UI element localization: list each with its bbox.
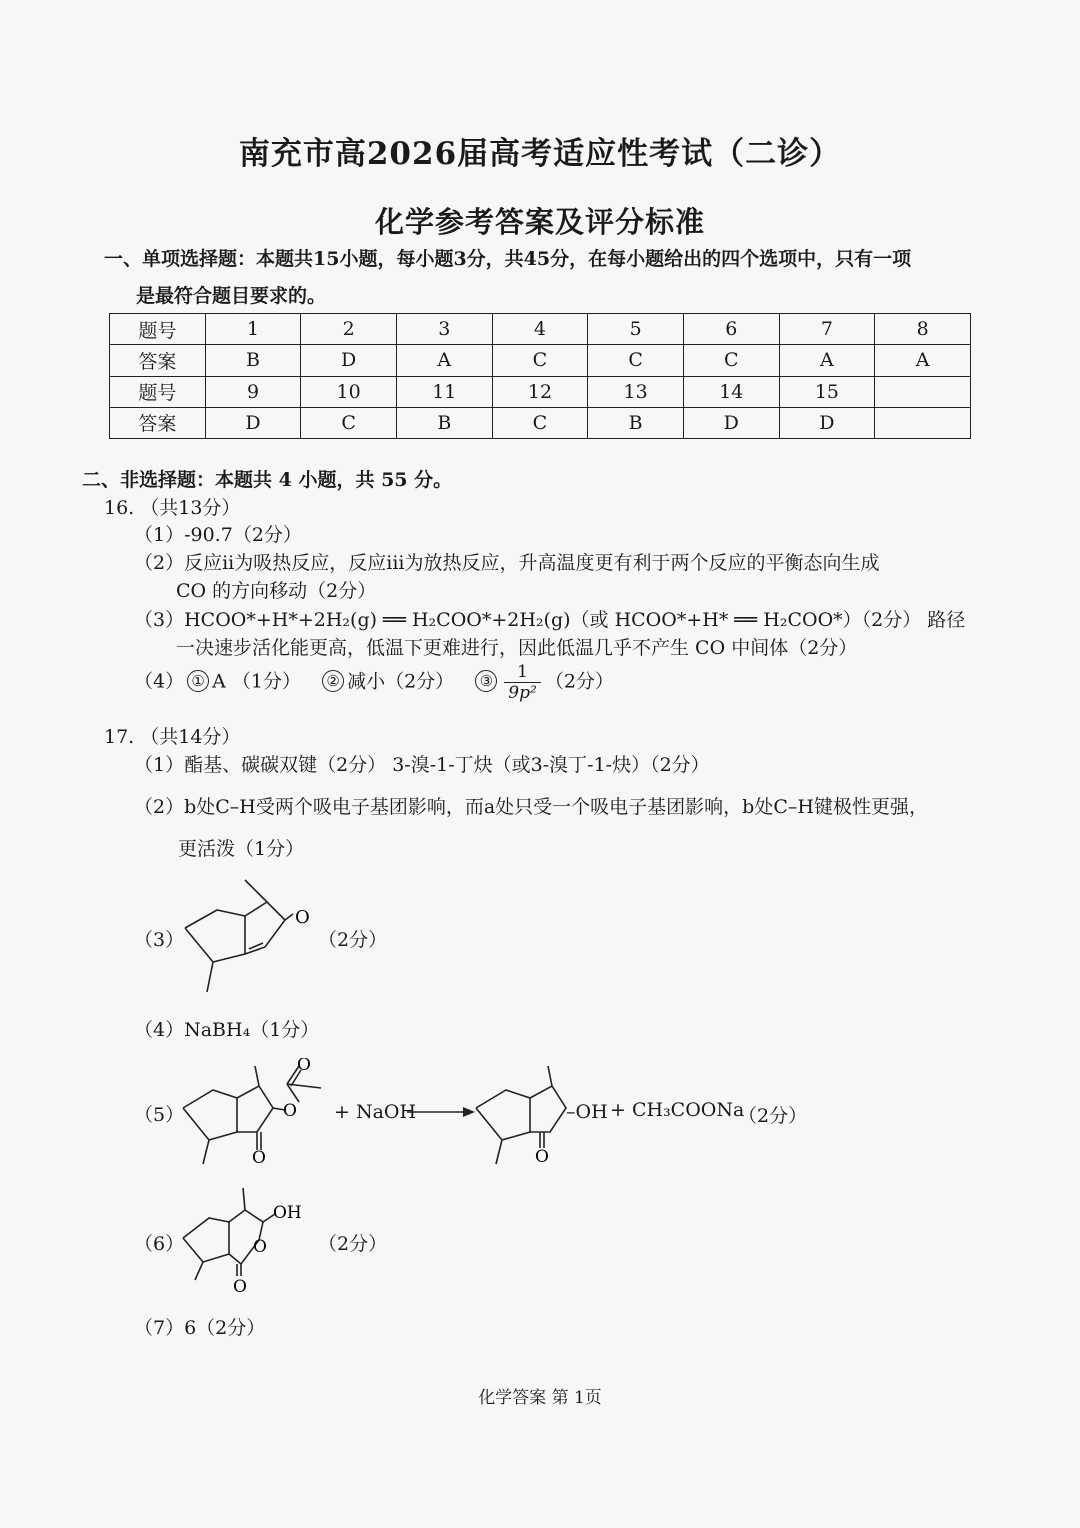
q16-title: 16. （共13分）	[104, 497, 241, 519]
table-cell: 5	[588, 314, 684, 345]
fraction-numerator: 1	[504, 662, 541, 683]
structure-q17-5-reactant	[175, 1058, 345, 1168]
table-cell: A	[875, 345, 971, 376]
q16-part4	[134, 662, 614, 703]
q16-part4-a: A （1分）	[212, 670, 301, 693]
table-cell: 7	[779, 314, 875, 345]
table-cell: 13	[588, 376, 684, 407]
page-footer: 化学答案 第 1页	[478, 1388, 602, 1408]
atom-o: O	[535, 1147, 549, 1167]
atom-o: O	[252, 1148, 266, 1168]
page-title: 南充市高2026届高考适应性考试（二诊）	[238, 136, 842, 172]
section2-heading: 二、非选择题：本题共 4 小题，共 55 分。	[82, 469, 453, 491]
table-row-answers-2	[110, 407, 971, 438]
q16-part2-line2: CO 的方向移动（2分）	[176, 580, 377, 602]
table-cell: 10	[301, 376, 397, 407]
table-cell: D	[205, 407, 301, 438]
table-row-numbers-2	[110, 376, 971, 407]
q16-part2-line1: （2）反应ii为吸热反应，反应iii为放热反应，升高温度更有利于两个反应的平衡态向生成	[134, 552, 880, 574]
atom-o: O	[283, 1101, 297, 1121]
answer-table	[109, 313, 971, 439]
table-cell: C	[492, 345, 588, 376]
section1-heading-line1: 一、单项选择题：本题共15小题，每小题3分，共45分，在每小题给出的四个选项中，只有一项	[104, 248, 912, 270]
table-cell: A	[396, 345, 492, 376]
q17-part5-score: （2分）	[738, 1105, 808, 1127]
p6-oh-label: OH	[273, 1203, 302, 1223]
table-cell: C	[683, 345, 779, 376]
fraction	[504, 662, 541, 703]
q17-title: 17. （共14分）	[104, 726, 241, 748]
product-ch3coona: + CH₃COONa	[610, 1099, 745, 1121]
table-cell: 12	[492, 376, 588, 407]
table-cell: 4	[492, 314, 588, 345]
q17-part1: （1）酯基、碳碳双键（2分） 3-溴-1-丁炔（或3-溴丁-1-炔）（2分）	[134, 754, 710, 776]
structure-q17-3	[175, 872, 315, 1002]
table-cell	[875, 376, 971, 407]
table-cell: 6	[683, 314, 779, 345]
q16-part3-line1: （3）HCOO*+H*+2H₂(g) ══ H₂COO*+2H₂(g)（或 HCOO*+H* ══ H₂COO*）（2分） 路径	[134, 609, 966, 631]
row-label-question: 题号	[110, 314, 206, 345]
table-cell: B	[396, 407, 492, 438]
table-cell: C	[492, 407, 588, 438]
row-label-answer: 答案	[110, 407, 206, 438]
table-cell: 3	[396, 314, 492, 345]
reagent-naoh: + NaOH	[334, 1101, 417, 1123]
table-cell: C	[588, 345, 684, 376]
q17-part5-label: （5）	[134, 1104, 185, 1126]
table-cell: B	[588, 407, 684, 438]
table-cell: 11	[396, 376, 492, 407]
circled-1: ①	[187, 670, 209, 692]
table-cell: 14	[683, 376, 779, 407]
q17-part4: （4）NaBH₄（1分）	[134, 1019, 320, 1041]
table-row-numbers-1	[110, 314, 971, 345]
q16-part3-line2: 一决速步活化能更高，低温下更难进行，因此低温几乎不产生 CO 中间体（2分）	[176, 637, 858, 659]
atom-o: O	[253, 1237, 267, 1257]
table-cell: 8	[875, 314, 971, 345]
q17-part6-score: （2分）	[318, 1233, 388, 1255]
page-subtitle: 化学参考答案及评分标准	[374, 205, 705, 239]
table-cell	[875, 407, 971, 438]
table-cell: B	[205, 345, 301, 376]
section1-heading-line2: 是最符合题目要求的。	[136, 285, 327, 307]
table-row-answers-1	[110, 345, 971, 376]
q17-part2-line2: 更活泼（1分）	[178, 838, 305, 860]
q17-part2-line1: （2）b处C–H受两个吸电子基团影响，而a处只受一个吸电子基团影响，b处C–H键极性更强，	[134, 796, 928, 818]
q17-part7: （7）6（2分）	[134, 1317, 266, 1339]
product-oh: –OH	[566, 1101, 608, 1123]
q16-part4-b: 减小（2分）	[347, 670, 455, 693]
q17-part3-label: （3）	[134, 929, 185, 951]
circled-3: ③	[475, 670, 497, 692]
q17-part6-label: （6）	[134, 1233, 185, 1255]
atom-o: O	[297, 1058, 311, 1075]
table-cell: A	[779, 345, 875, 376]
atom-o: O	[295, 907, 310, 928]
structure-q17-5-product	[468, 1058, 578, 1168]
structure-q17-6	[175, 1182, 315, 1297]
atom-o: O	[233, 1277, 247, 1297]
row-label-answer: 答案	[110, 345, 206, 376]
table-cell: D	[779, 407, 875, 438]
table-cell: D	[301, 345, 397, 376]
table-cell: C	[301, 407, 397, 438]
table-cell: 15	[779, 376, 875, 407]
row-label-question: 题号	[110, 376, 206, 407]
fraction-denominator: 9p²	[508, 683, 537, 703]
q16-part1: （1）-90.7（2分）	[134, 524, 302, 546]
table-cell: D	[683, 407, 779, 438]
table-cell: 1	[205, 314, 301, 345]
table-cell: 9	[205, 376, 301, 407]
reaction-arrow-icon	[405, 1104, 477, 1120]
table-cell: 2	[301, 314, 397, 345]
q16-part4-prefix: （4）	[134, 670, 185, 693]
q16-part4-score: （2分）	[544, 670, 614, 693]
q17-part3-score: （2分）	[318, 929, 388, 951]
circled-2: ②	[322, 670, 344, 692]
